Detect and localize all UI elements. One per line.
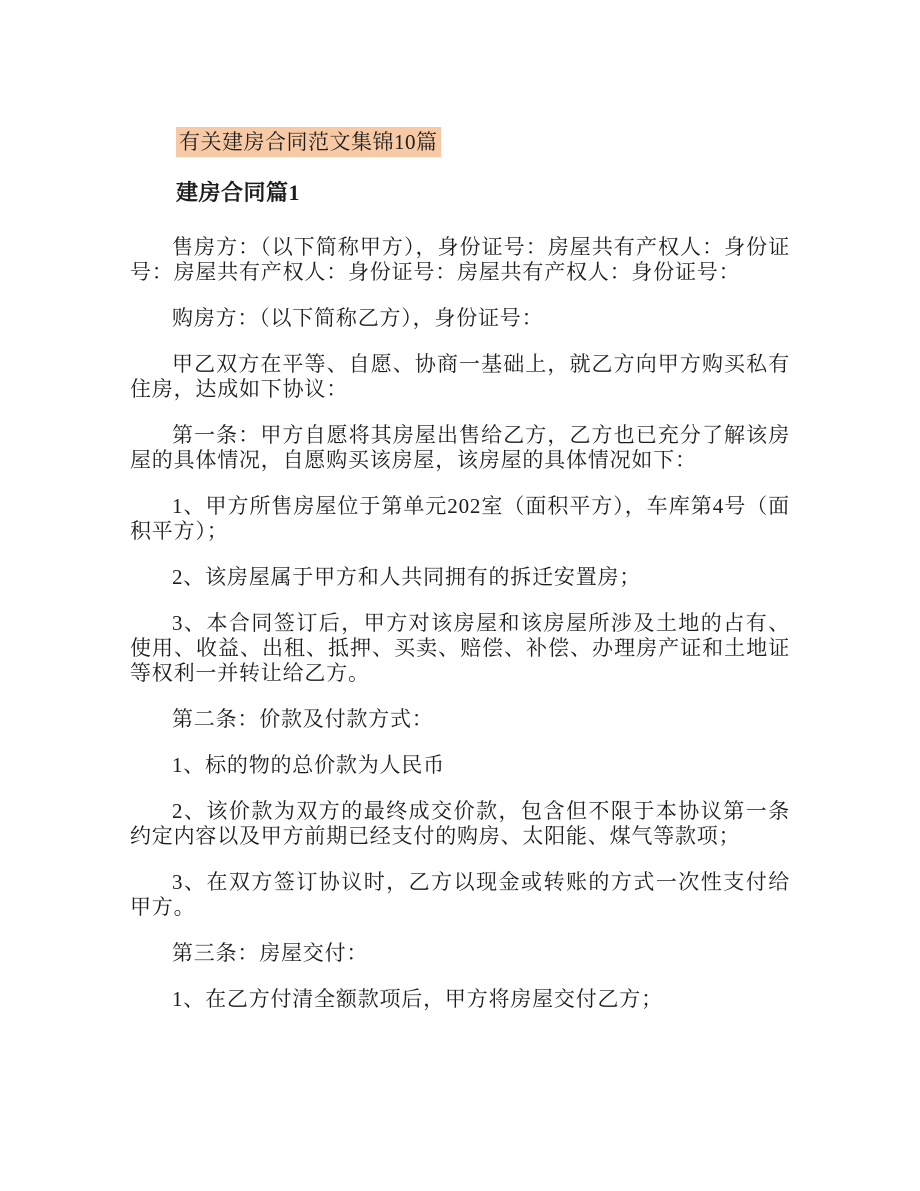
paragraph-article-1: 第一条：甲方自愿将其房屋出售给乙方，乙方也已充分了解该房屋的具体情况，自愿购买该房屋，该房屋的具体情况如下：: [130, 423, 790, 472]
paragraph-article-1-item-2: 2、该房屋属于甲方和人共同拥有的拆迁安置房；: [172, 565, 642, 589]
paragraph-article-2-item-1: 1、标的物的总价款为人民币: [172, 753, 445, 777]
paragraph-article-1-item-1: 1、甲方所售房屋位于第单元202室（面积平方），车库第4号（面积平方）；: [130, 494, 790, 543]
document-content: [130, 127, 790, 1033]
document-body: [130, 235, 790, 1012]
paragraph-article-2-item-2: 2、该价款为双方的最终成交价款，包含但不限于本协议第一条约定内容以及甲方前期已经支付的购房、太阳能、煤气等款项；: [130, 799, 790, 848]
paragraph-parties-seller: 售房方：（以下简称甲方），身份证号：房屋共有产权人：身份证号：房屋共有产权人：身份证号：房屋共有产权人：身份证号：: [130, 235, 790, 284]
document-title: [176, 127, 790, 157]
paragraph-article-2-item-3: 3、在双方签订协议时，乙方以现金或转账的方式一次性支付给甲方。: [130, 870, 790, 919]
paragraph-article-1-item-3: 3、本合同签订后，甲方对该房屋和该房屋所涉及土地的占有、使用、收益、出租、抵押、买卖、赔偿、补偿、办理房产证和土地证等权利一并转让给乙方。: [130, 611, 790, 685]
section-heading: 建房合同篇1: [176, 180, 301, 205]
paragraph-article-2: 第二条：价款及付款方式：: [172, 707, 434, 731]
paragraph-article-3: 第三条：房屋交付：: [172, 941, 369, 965]
title-highlight: 有关建房合同范文集锦10篇: [176, 127, 441, 157]
paragraph-parties-buyer: 购房方：（以下简称乙方），身份证号：: [172, 306, 544, 330]
paragraph-preamble: 甲乙双方在平等、自愿、协商一基础上，就乙方向甲方购买私有住房，达成如下协议：: [130, 352, 790, 401]
paragraph-article-3-item-1: 1、在乙方付清全额款项后，甲方将房屋交付乙方；: [172, 987, 663, 1011]
